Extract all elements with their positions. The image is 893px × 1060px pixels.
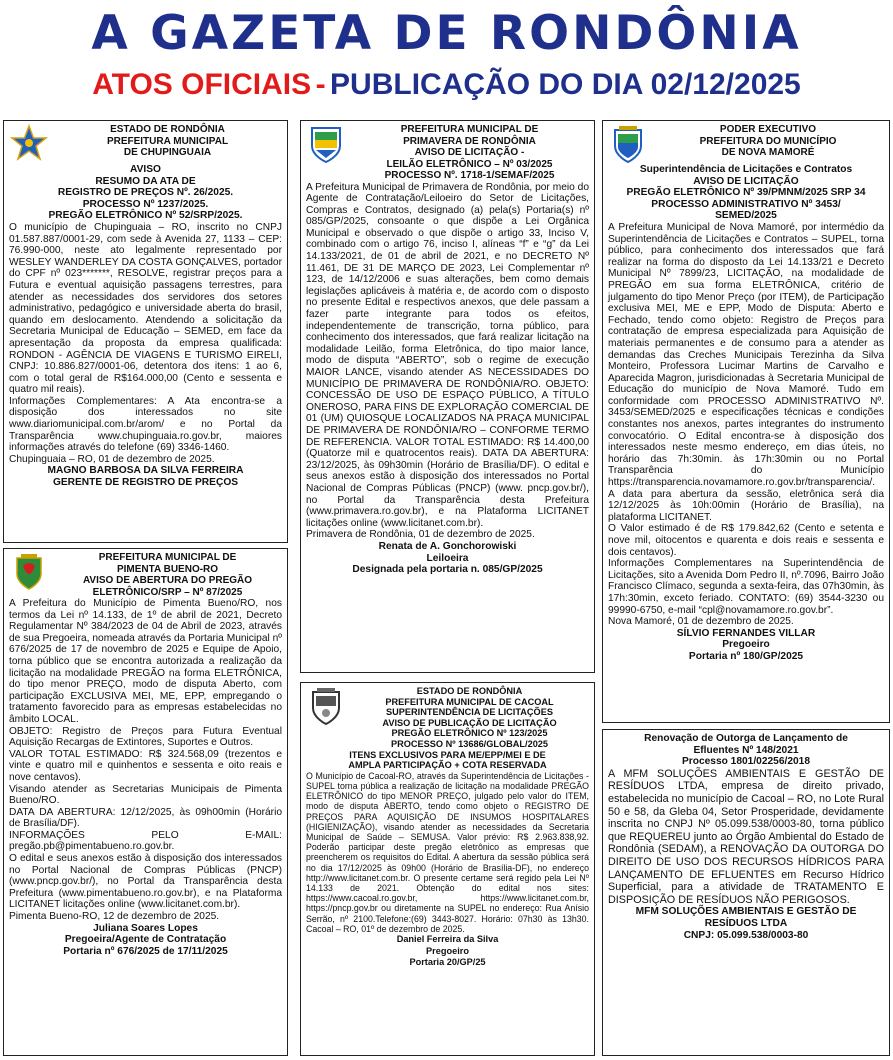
signer-role: Pregoeiro (722, 639, 770, 651)
head-line: SUPERINTENDÊNCIA DE LICITAÇÕES (386, 707, 553, 718)
notice-pimenta-bueno (3, 548, 288, 1056)
head-line: REGISTRO DE PREÇOS Nº. 26/2025. (57, 187, 234, 199)
notice-body: A MFM SOLUÇÕES AMBIENTAIS E GESTÃO DE RESÍDUOS LTDA, empresa de direito privado, estabelecida no município de Cacoal – RO, no Lote Rural 50 e 58, da Gleba 04, Setor Prosperidade, devidamente inscrita no CNPJ Nº 05.099.538/0003-80, torna público que REQUEREU junto ao Órgão Ambiental do Estado de Rondônia (SEDAM), a RENOVAÇÃO DA OUTORGA DO DIREITO DE USO DOS RECURSOS HÍDRICOS PARA LANÇAMENTO DE EFLUENTES em Recurso Hídrico Superficial, para a atividade de TRATAMENTO E DISPOSIÇÃO DE RESÍDUOS NÃO PERIGOSOS. (608, 767, 884, 906)
masthead (0, 0, 893, 120)
head-line: AVISO DE ABERTURA DO PREGÃO (82, 575, 253, 586)
head-line: AMPLA PARTICIPAÇÃO + COTA RESERVADA (348, 760, 547, 771)
head-line: RESUMO DA ATA DE (95, 175, 196, 187)
signer-name: Renata de A. Gonchorowiski (378, 540, 517, 552)
head-line: SEMED/2025 (715, 210, 777, 222)
notice-primavera (300, 120, 595, 673)
head-line: Efluentes Nº 148/2021 (693, 744, 799, 756)
pimenta-bueno-crest-icon (9, 552, 49, 592)
primavera-crest-icon (306, 124, 346, 164)
signer-portaria: Portaria nº 180/GP/2025 (688, 650, 804, 662)
head-line: PREGÃO ELETRÔNICO Nº 39/PMNM/2025 SRP 34 (626, 187, 866, 199)
head-line: Renovação de Outorga de Lançamento de (644, 733, 848, 744)
head-line: PROCESSO Nº 13686/GLOBAL/2025 (390, 738, 549, 749)
head-line: DE NOVA MAMORÉ (721, 147, 815, 158)
notice-valor: VALOR TOTAL ESTIMADO: R$ 324.568,09 (trezentos e vinte e quatro mil e quinhentos e sessenta e oito reais e nove centavos). (9, 748, 282, 783)
notice-date: Primavera de Rondônia, 01 de dezembro de 2025. (306, 529, 535, 541)
head-line: ESTADO DE RONDÔNIA (416, 686, 523, 696)
head-line: ELETRÔNICO/SRP – Nº 87/2025 (92, 586, 243, 598)
notice-chupinguaia (3, 120, 288, 543)
head-line: ESTADO DE RONDÔNIA (110, 124, 225, 135)
publication-line (0, 68, 893, 102)
head-line: PREFEITURA DO MUNICÍPIO (699, 135, 837, 147)
head-line: ITENS EXCLUSIVOS PARA ME/EPP/MEI E DE (349, 749, 546, 760)
notice-date: Nova Mamoré, 01 de dezembro de 2025. (608, 616, 794, 628)
notice-body: O município de Chupinguaia – RO, inscrito no CNPJ 01.587.887/0001-29, com sede à Avenida 27, 1133 – CEP: 76.990-000, neste ato legalmente representado por WESLEY WANDERLEY DA COSTA GONÇALVES, portador do CPF nº 023*******, RESOLVE, registrar preços para a Futura e eventual aquisição passagens terrestres, para atender as necessidades dos servidores dos setores administrativo, pedagógico e universidade aberta do brasil, quando em deslocamento. Atendendo a solicitação da Secretaria Municipal de Educação – SEMED, em face da apresentação da proposta da empresa qualificada: RONDON - AGÊNCIA DE VIAGENS E TURISMO EIRELI, CNPJ: 10.886.827/0001-06, detentora dos itens: 1 ao 6, com o total geral de R$164.000,00 (Cento e sessenta e quatro mil reais). (9, 221, 282, 396)
head-line: AVISO DE PUBLICAÇÃO DE LICITAÇÃO (382, 717, 557, 728)
head-line: PREFEITURA MUNICIPAL DE (400, 124, 539, 135)
signer-cnpj: CNPJ: 05.099.538/0003-80 (683, 929, 809, 941)
head-line: PODER EXECUTIVO (719, 124, 817, 135)
notice-renovacao-outorga (602, 729, 890, 1056)
separator: - (315, 68, 326, 101)
head-line: PREFEITURA MUNICIPAL DE CACOAL (385, 696, 554, 707)
signer-portaria: Portaria nº 676/2025 de 17/11/2025 (63, 945, 228, 957)
signer-name: Daniel Ferreira da Silva (396, 934, 499, 944)
signer-role: Leiloeira (426, 552, 469, 564)
notice-body: A Prefeitura Municipal de Nova Mamoré, por intermédio da Superintendência de Licitações e Contratos – SUPEL, torna público, para conhecimento dos interessados que fará realizar na forma do disposto da Lei 14.133/21 e Decreto Municipal Nº 7899/23, LICITAÇÃO, na modalidade de PREGÃO em sua forma ELETRÔNICA, critério de julgamento do tipo Menor Preço (por ITEM), de Participação exclusiva MEI, ME e EPP, Modo de Disputa: Aberto e Fechado, tendo como objeto: Registro de Preços para contratação de empresa especializada para Aquisição de materiais permanentes e de consumo para a atender as demandas das Creches Municipais Terezinha da Silva Monteiro, Professora Lucimar Martins de Carvalho e Aparecida Magron, jurisdicionadas à Secretaria Municipal de Educação do município de Nova Mamoré. Tudo em conformidade com PROCESSO ADMINISTRATIVO Nº. 3453/SEMED/2025 e especificações técnicas e condições constantes nos anexos, partes integrantes do instrumento convocatório. O Edital encontra-se à disposição dos interessados neste mesmo endereço, em dias úteis, no horário das 7h:30min. às 17h:30min ou no Portal Transparência do Município https://transparencia.novamamore.ro.gov.br/transparencia/. A data para abertura da sessão, eletrônica será dia 12/12/2025 às 10h:00min (Horário de Brasília), na plataforma LICITANET. (608, 221, 884, 523)
head-line: PREGÃO ELETRÔNICO Nº 123/2025 (391, 728, 548, 739)
rondonia-star-crest-icon (9, 124, 49, 164)
signer-name: SÍLVIO FERNANDES VILLAR (676, 627, 816, 639)
head-line: Superintendência de Licitações e Contratos (639, 164, 853, 175)
signer-role: Pregoeiro (426, 945, 469, 956)
notice-body: O Município de Cacoal-RO, através da Superintendência de Licitações - SUPEL torna pública a realização de licitação na modalidade PREGÃO ELETRÔNICO do tipo MENOR PREÇO, julgado pelo valor do ITEM, modo de disputa ABERTO, tendo como objeto o REGISTRO DE PREÇOS PARA AQUISIÇÃO DE INSUMOS HOSPITALARES (HIGIENIZAÇÃO), visando atender as necessidades da Secretaria Municipal de Saúde – SEMUSA. Valor prévio: R$ 2.963.838,92. Poderão participar deste pregão eletrônico as empresas que preencherem os requisitos do Edital. A abertura da sessão pública será no dia 17/12/2025 às 09h00 (Horário de Brasília-DF), no endereço http://www.licitanet.com.br. O presente certame será regido pela Lei Nº 14.133 de 2021. Obtenção do edital nos sites: https://www.cacoal.ro.gov.br, https://www.licitanet.com.br, https://pncp.gov.br ou diretamente na SUPEL no endereço: Rua Anísio Serrão, nº 2100.Telefone:(69) 3443-8027. Horário: 07h30 às 13h30. Cacoal – RO, 01º de dezembro de 2025. (306, 770, 589, 934)
signer-portaria: Designada pela portaria n. 085/GP/2025 (352, 564, 543, 576)
notice-cacoal (300, 682, 595, 1056)
notice-info: INFORMAÇÕES PELO E-MAIL: pregão.pb@pimentabueno.ro.gov.br. (9, 829, 282, 853)
notice-edital: O edital e seus anexos estão à disposição dos interessados no Portal Nacional de Compras Públicas (PNCP) (www.pncp.gov.br/), no Portal da Transparência desta Prefeitura (www.pimentabueno.ro.gov.br), e na Plataforma LICITANET licitações online (www.licitanet.com.br). (9, 853, 282, 911)
signer-role: Pregoeira/Agente de Contratação (64, 934, 227, 946)
signer-name: MAGNO BARBOSA DA SILVA FERREIRA (47, 465, 244, 477)
notice-info: Informações Complementares na Superintendência de Licitações, sito a Avenida Dom Pedro II, nº.7096, Bairro João Francisco Clímaco, segunda a sexta-feira, das 07h30min, às 17h:30min, exceto feriado. CONTATO: (69) 3544-3230 ou 99990-6750, e-mail “cpl@novamamore.ro.gov.br”. (608, 558, 884, 616)
head-line: LEILÃO ELETRÔNICO – Nº 03/2025 (386, 158, 553, 170)
head-line: PRIMAVERA DE RONDÔNIA (403, 135, 536, 147)
signer-name: MFM SOLUÇÕES AMBIENTAIS E GESTÃO DE RESÍDUOS LTDA (635, 906, 857, 929)
notice-date: Chupinguaia – RO, 01 de dezembro de 2025. (9, 453, 215, 465)
head-line: AVISO DE LICITAÇÃO - (414, 147, 525, 158)
notice-visando: Visando atender as Secretarias Municipais de Pimenta Bueno/RO. (9, 783, 282, 807)
cacoal-crest-icon (306, 686, 346, 726)
section-label: ATOS OFICIAIS (92, 68, 312, 101)
head-line: PROCESSO Nº 1237/2025. (82, 198, 209, 210)
signer-name: Juliana Soares Lopes (93, 922, 198, 934)
head-line: PREFEITURA MUNICIPAL (106, 135, 229, 147)
notice-body: A Prefeitura do Município de Pimenta Bueno/RO, nos termos da Lei nº 14.133, de 1º de abril de 2021, Decreto Regulamentar Nº 384/2023 de 04 de Abril de 2023, através de sua Pregoeira, nomeada através da Portaria Municipal nº 676/2025 de 17 de novembro de 2025 e Equipe de Apoio, torna público que se encontra autorizada a realização da licitação na modalidade PREGÃO na forma ELETRÔNICA, do tipo menor PREÇO, modo de disputa Aberto, com participação EXCLUSIVA MEI, ME, EPP, empregando o tratamento favorecido para as empresas estabelecidas no âmbito LOCAL. (9, 598, 282, 725)
head-line: DE CHUPINGUAIA (123, 147, 212, 158)
notice-objeto: OBJETO: Registro de Preços para Futura Eventual Aquisição Recargas de Extintores, Suportes e Outros. (9, 725, 282, 749)
signer-role: GERENTE DE REGISTRO DE PREÇOS (52, 477, 239, 489)
notice-abertura: DATA DA ABERTURA: 12/12/2025, às 09h00min (Horário de Brasília/DF). (9, 806, 282, 830)
head-line: AVISO DE LICITAÇÃO (693, 175, 799, 187)
head-line: PREGÃO ELETRÔNICO Nº 52/SRP/2025. (48, 210, 243, 222)
notice-info: Informações Complementares: A Ata encontra-se a disposição dos interessados no site www.diariomunicipal.com.br/arom/ e no Portal da Transparência www.chupinguaia.ro.gov.br, maiores informações através do telefone (69) 3346-1460. (9, 395, 282, 454)
head-line: PROCESSO ADMINISTRATIVO Nº 3453/ (651, 198, 841, 210)
publication-date: PUBLICAÇÃO DO DIA 02/12/2025 (330, 68, 801, 101)
nova-mamore-crest-icon (608, 124, 648, 164)
signer-portaria: Portaria 20/GP/25 (409, 957, 486, 968)
head-line: Processo 1801/02256/2018 (681, 756, 810, 768)
notice-nova-mamore (602, 120, 890, 723)
notice-body: A Prefeitura Municipal de Primavera de Rondônia, por meio do Agente de Contratação/Leiloeiro do Setor de Licitações, Compras e Contratos, designado (a) pela(s) Portaria(s) nº 085/GP/2025, consoante o que dispõe a Lei Orgânica Municipal e observado o que dispõe o artigo 33, Inciso V, combinado com o artigo 76, inciso I, alíneas “f” e “g” da Lei 14.133/2021, de 01 de abril de 2021, e no DECRETO Nº 11.461, DE 31 DE MARÇO DE 2023, Lei Complementar nº 123, de 14/12/2006 e suas alterações, bem como demais legislações aplicáveis à matéria e, de acordo com o disposto no presente Edital e respectivos anexos, que dele passam a fazer parte integrante para todos os efeitos, independentemente de transcrição, torna público, para conhecimento dos interessados, que fará realizar licitação na modalidade Leilão, forma Eletrônica, do tipo maior lance, modo de disputa “ABERTO”, sob o regime de execução MAIOR LANCE, visando atender AS NECESSIDADES DO MUNICÍPIO DE PRIMAVERA DE RONDÔNIA/RO. OBJETO: CONCESSÃO DE USO DE ESPAÇO PÚBLICO, A TÍTULO ONEROSO, PARA FINS DE EXPLORAÇÃO COMERCIAL DE 01 (UM) QUIOSQUE LOCALIZADOS NA PRAÇA MUNICIPAL DE PRIMAVERA DE RONDÔNIA/RO – CONFORME TERMO DE REFERENCIA. VALOR TOTAL ESTIMADO: R$ 14.400,00 (Quatorze mil e quatrocentos reais). DATA DA ABERTURA: 23/12/2025, às 09h30min (Horário de Brasília/DF). O edital e seus anexos estão à disposição dos interessados no Portal Nacional de Compras Públicas (PNCP) (www. pncp.gov.br/), no Portal da Transparência desta Prefeitura (www.primavera.ro.gov.br), e na Plataforma LICITANET licitações online (www.licitanet.com.br). (306, 181, 589, 529)
head-line: PREFEITURA MUNICIPAL DE (98, 552, 237, 563)
head-line: PIMENTA BUENO-RO (116, 563, 219, 575)
head-line: AVISO (130, 164, 161, 175)
newspaper-title: A GAZETA DE RONDÔNIA (91, 6, 802, 61)
notice-valor: O Valor estimado é de R$ 179.842,62 (Cento e setenta e nove mil, oitocentos e quarenta e dois reais e sessenta e dois centavos). (608, 523, 884, 558)
head-line: PROCESSO Nº. 1718-1/SEMAF/2025 (384, 170, 555, 181)
notice-date: Pimenta Bueno-RO, 12 de dezembro de 2025. (9, 911, 220, 923)
